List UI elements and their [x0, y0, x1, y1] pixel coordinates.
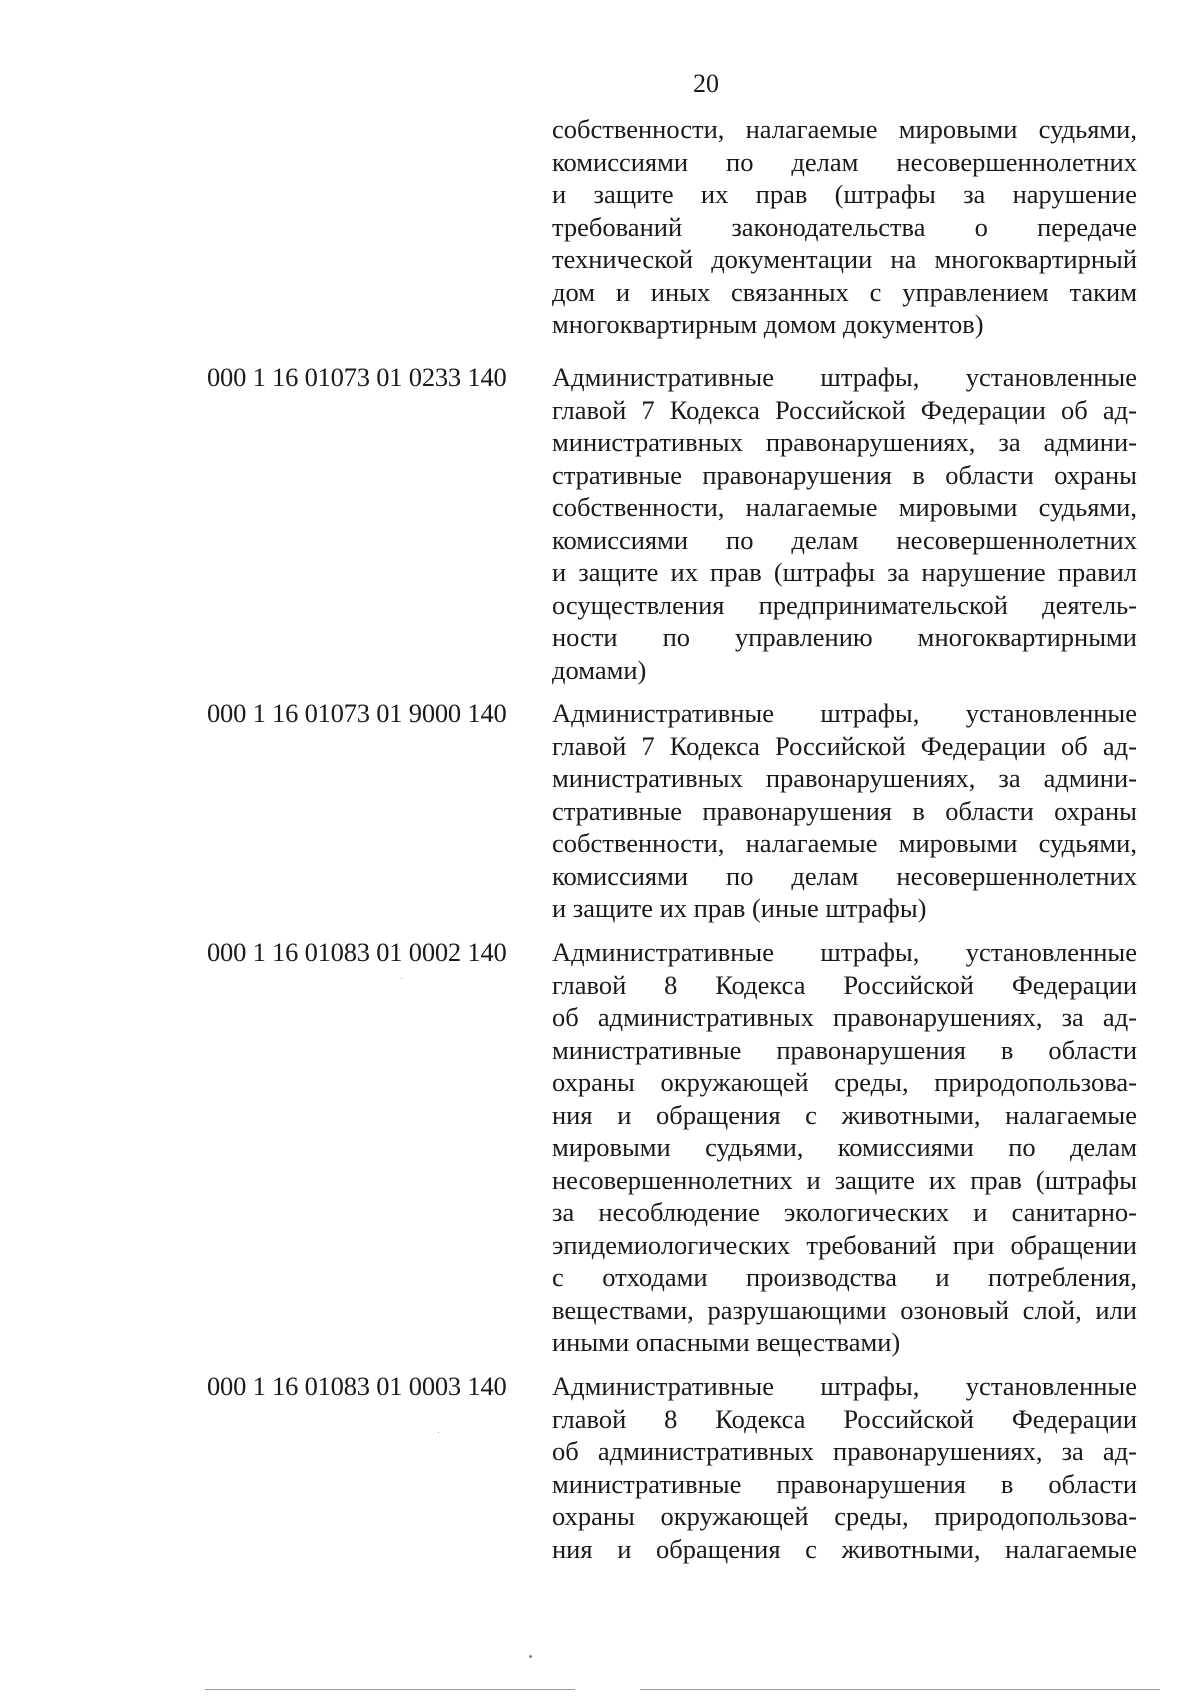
description-line: эпидемиологических требований при обращении [552, 1229, 1137, 1260]
budget-classification-code: 000 1 16 01073 01 9000 140 [207, 698, 507, 728]
description-line: собственности, налагаемые мировыми судьями, [552, 492, 1137, 522]
description-line: Административные штрафы, установленные [552, 1371, 1137, 1401]
description-line: домами) [552, 654, 647, 685]
description-line: ния и обращения с животными, налагаемые [552, 1533, 1137, 1564]
description-line: главой 8 Кодекса Российской Федерации [552, 969, 1137, 1000]
bottom-edge-artifact [205, 1689, 575, 1690]
description-line: главой 7 Кодекса Российской Федерации об ад- [552, 730, 1137, 761]
description-line: об административных правонарушениях, за ад- [552, 1436, 1137, 1466]
scan-speck [529, 1655, 532, 1658]
entry-description [552, 361, 1137, 686]
description-line: собственности, налагаемые мировыми судьями, [552, 828, 1137, 858]
scan-speck [401, 978, 402, 979]
description-line: ния и обращения с животными, налагаемые [552, 1099, 1137, 1130]
description-line: министративных правонарушениях, за админи- [552, 427, 1137, 457]
description-line: осуществления предпринимательской деятель- [552, 589, 1137, 620]
description-line: и защите их прав (штрафы за нарушение правил [552, 557, 1137, 587]
description-line: главой 8 Кодекса Российской Федерации [552, 1403, 1137, 1434]
description-line: требований законодательства о передаче [552, 211, 1137, 242]
description-line: комиссиями по делам несовершеннолетних [552, 524, 1137, 555]
description-line: Административные штрафы, установленные [552, 937, 1137, 967]
entry-description [552, 936, 1137, 1359]
description-line: многоквартирным домом документов) [552, 309, 984, 339]
entry-description [552, 697, 1137, 925]
description-line: министративные правонарушения в области [552, 1034, 1137, 1065]
description-line: за несоблюдение экологических и санитарно- [552, 1197, 1137, 1227]
description-line: стративные правонарушения в области охраны [552, 795, 1137, 826]
description-line: и защите их прав (иные штрафы) [552, 893, 927, 923]
bottom-edge-artifact [640, 1689, 1160, 1690]
description-line: и защите их прав (штрафы за нарушение [552, 179, 1137, 209]
budget-classification-code: 000 1 16 01083 01 0002 140 [207, 937, 507, 967]
page-number: 20 [693, 69, 719, 98]
description-line: мировыми судьями, комиссиями по делам [552, 1132, 1137, 1162]
description-line: дом и иных связанных с управлением таким [552, 276, 1137, 307]
description-line: охраны окружающей среды, природопользова- [552, 1501, 1137, 1531]
budget-classification-code: 000 1 16 01083 01 0003 140 [207, 1371, 507, 1401]
entry-description [552, 1370, 1137, 1565]
description-line: главой 7 Кодекса Российской Федерации об ад- [552, 394, 1137, 425]
description-line: министративных правонарушениях, за админи- [552, 763, 1137, 793]
budget-classification-code: 000 1 16 01073 01 0233 140 [207, 362, 507, 392]
description-line: охраны окружающей среды, природопользова- [552, 1067, 1137, 1097]
description-line: иными опасными веществами) [552, 1327, 901, 1357]
description-line: собственности, налагаемые мировыми судьями, [552, 114, 1137, 144]
continuation-description [552, 113, 1137, 341]
scan-speck [438, 1432, 439, 1433]
description-line: об административных правонарушениях, за ад- [552, 1002, 1137, 1032]
description-line: комиссиями по делам несовершеннолетних [552, 146, 1137, 177]
description-line: комиссиями по делам несовершеннолетних [552, 860, 1137, 891]
description-line: ности по управлению многоквартирными [552, 622, 1137, 652]
description-line: веществами, разрушающими озоновый слой, или [552, 1294, 1137, 1325]
description-line: стративные правонарушения в области охраны [552, 459, 1137, 490]
description-line: Административные штрафы, установленные [552, 698, 1137, 728]
description-line: технической документации на многоквартирный [552, 244, 1137, 274]
description-line: с отходами производства и потребления, [552, 1262, 1137, 1292]
description-line: несовершеннолетних и защите их прав (штрафы [552, 1164, 1137, 1195]
description-line: министративные правонарушения в области [552, 1468, 1137, 1499]
description-line: Административные штрафы, установленные [552, 362, 1137, 392]
